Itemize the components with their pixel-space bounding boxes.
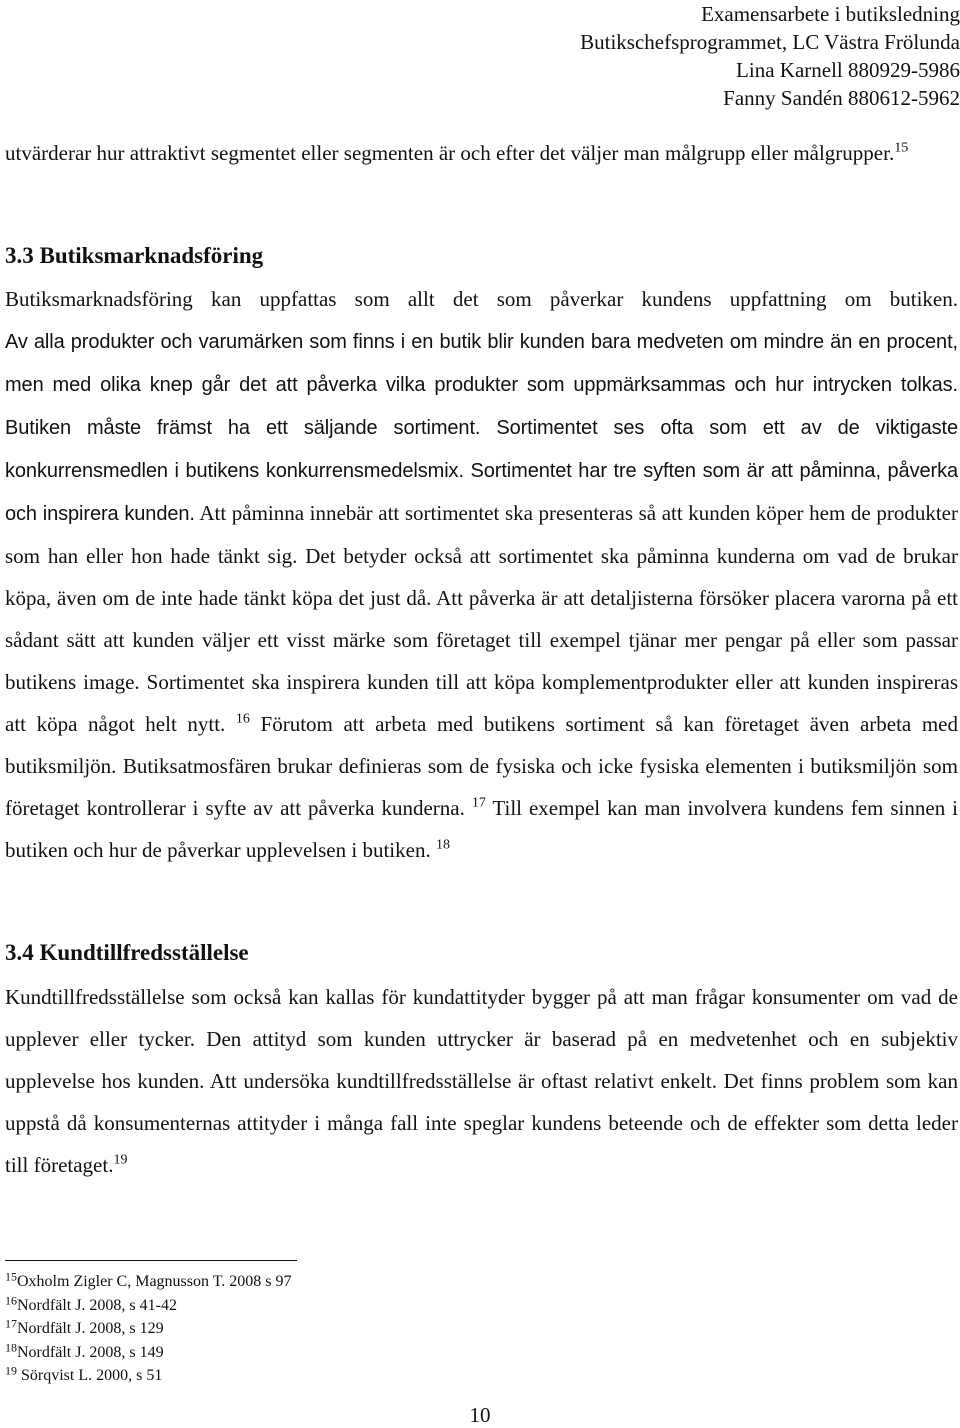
footnote-ref-18: 18 <box>435 837 450 853</box>
footnote-text: Nordfält J. 2008, s 129 <box>17 1320 164 1337</box>
section-heading-3-4: 3.4 Kundtillfredsställelse <box>5 940 249 965</box>
footnote-number: 19 <box>5 1363 17 1378</box>
footnote-18 <box>5 1341 292 1365</box>
section-3-3-sentence-2: Av alla produkter och varumärken som finns i en butik blir kunden bara medveten om mindre än en procent, men med olika knep går det att påverka vilka produkter som uppmärksammas och hur intrycken tolkas. Butiken måste främst ha ett säljande sortiment. Sortimentet ses ofta som ett av de viktigaste konkurrensmedlen i butikens konkurrensmedelsmix. Sortimentet har tre syften som är att påminna, påverka och inspirera kunden. <box>5 331 958 525</box>
header-author-2: Fanny Sandén 880612-5962 <box>723 86 960 110</box>
intro-text: utvärderar hur attraktivt segmentet eller segmenten är och efter det väljer man målgrupp eller målgrupper. <box>5 141 895 165</box>
section-3-3-sentence-5: Till exempel kan man involvera kundens fem sinnen i butiken och hur de påverkar upplevelsen i butiken. <box>5 796 958 862</box>
footnote-text: Oxholm Zigler C, Magnusson T. 2008 s 97 <box>17 1273 292 1290</box>
footnote-text: Nordfält J. 2008, s 149 <box>17 1343 164 1361</box>
footnote-ref-17: 17 <box>471 795 486 811</box>
footnote-divider <box>5 1260 297 1261</box>
header-program: Butikschefsprogrammet, LC Västra Frölunda <box>580 30 960 54</box>
section-3-3-body <box>5 278 958 871</box>
header-author-1: Lina Karnell 880929-5986 <box>736 58 960 82</box>
footnote-ref-19: 19 <box>113 1152 128 1168</box>
section-heading-3-3: 3.3 Butiksmarknadsföring <box>5 243 264 268</box>
footnote-number: 17 <box>5 1316 17 1331</box>
footnote-number: 16 <box>5 1293 17 1308</box>
footnote-text: Nordfält J. 2008, s 41-42 <box>17 1296 177 1314</box>
page-number: 10 <box>469 1403 491 1427</box>
footnote-ref-16: 16 <box>235 711 250 727</box>
footnote-15 <box>5 1270 292 1294</box>
footnote-19 <box>5 1364 292 1388</box>
footnote-17 <box>5 1317 292 1341</box>
footnotes <box>5 1270 292 1388</box>
footnote-number: 18 <box>5 1340 17 1355</box>
page-header <box>500 0 960 112</box>
footnote-ref-15: 15 <box>894 140 909 156</box>
intro-paragraph <box>5 132 958 174</box>
section-3-3-sentence-4: Förutom att arbeta med butikens sortiment så kan företaget även arbeta med butiksmiljön. Butiksatmosfären brukar definieras som de fysiska och icke fysiska elementen i butiksmiljön som företaget kontrollerar i syfte av att påverka kunderna. <box>5 712 959 820</box>
section-3-3-sentence-3: Att påminna innebär att sortimentet ska presenteras så att kunden köper hem de produkter som han eller hon hade tänkt sig. Det betyder också att sortimentet ska påminna kunderna om vad de brukar köpa, även om de inte hade tänkt köpa det just då. Att påverka är att detaljisterna försöker placera varorna på ett sådant sätt att kunden väljer ett visst märke som företaget till exempel tjänar mer pengar på eller som passar butikens image. Sortimentet ska inspirera kunden till att köpa komplementprodukter eller att kunden inspireras att köpa något helt nytt. <box>5 501 958 736</box>
section-3-4-text: Kundtillfredsställelse som också kan kallas för kundattityder bygger på att man frågar konsumenter om vad de upplever eller tycker. Den attityd som kunden uttrycker är baserad på en medvetenhet och en subjektiv upplevelse hos kunden. Att undersöka kundtillfredsställelse är oftast relativt enkelt. Det finns problem som kan uppstå då konsumenternas attityder i många fall inte speglar kundens beteende och de effekter som detta leder till företaget. <box>5 985 958 1177</box>
footnote-number: 15 <box>5 1269 17 1284</box>
footnote-text: Sörqvist L. 2000, s 51 <box>17 1367 163 1384</box>
section-3-3-sentence-1: Butiksmarknadsföring kan uppfattas som allt det som påverkar kundens uppfattning om butiken. <box>5 287 958 311</box>
section-3-4-body <box>5 976 958 1186</box>
footnote-16 <box>5 1294 292 1318</box>
header-course: Examensarbete i butiksledning <box>701 2 960 26</box>
